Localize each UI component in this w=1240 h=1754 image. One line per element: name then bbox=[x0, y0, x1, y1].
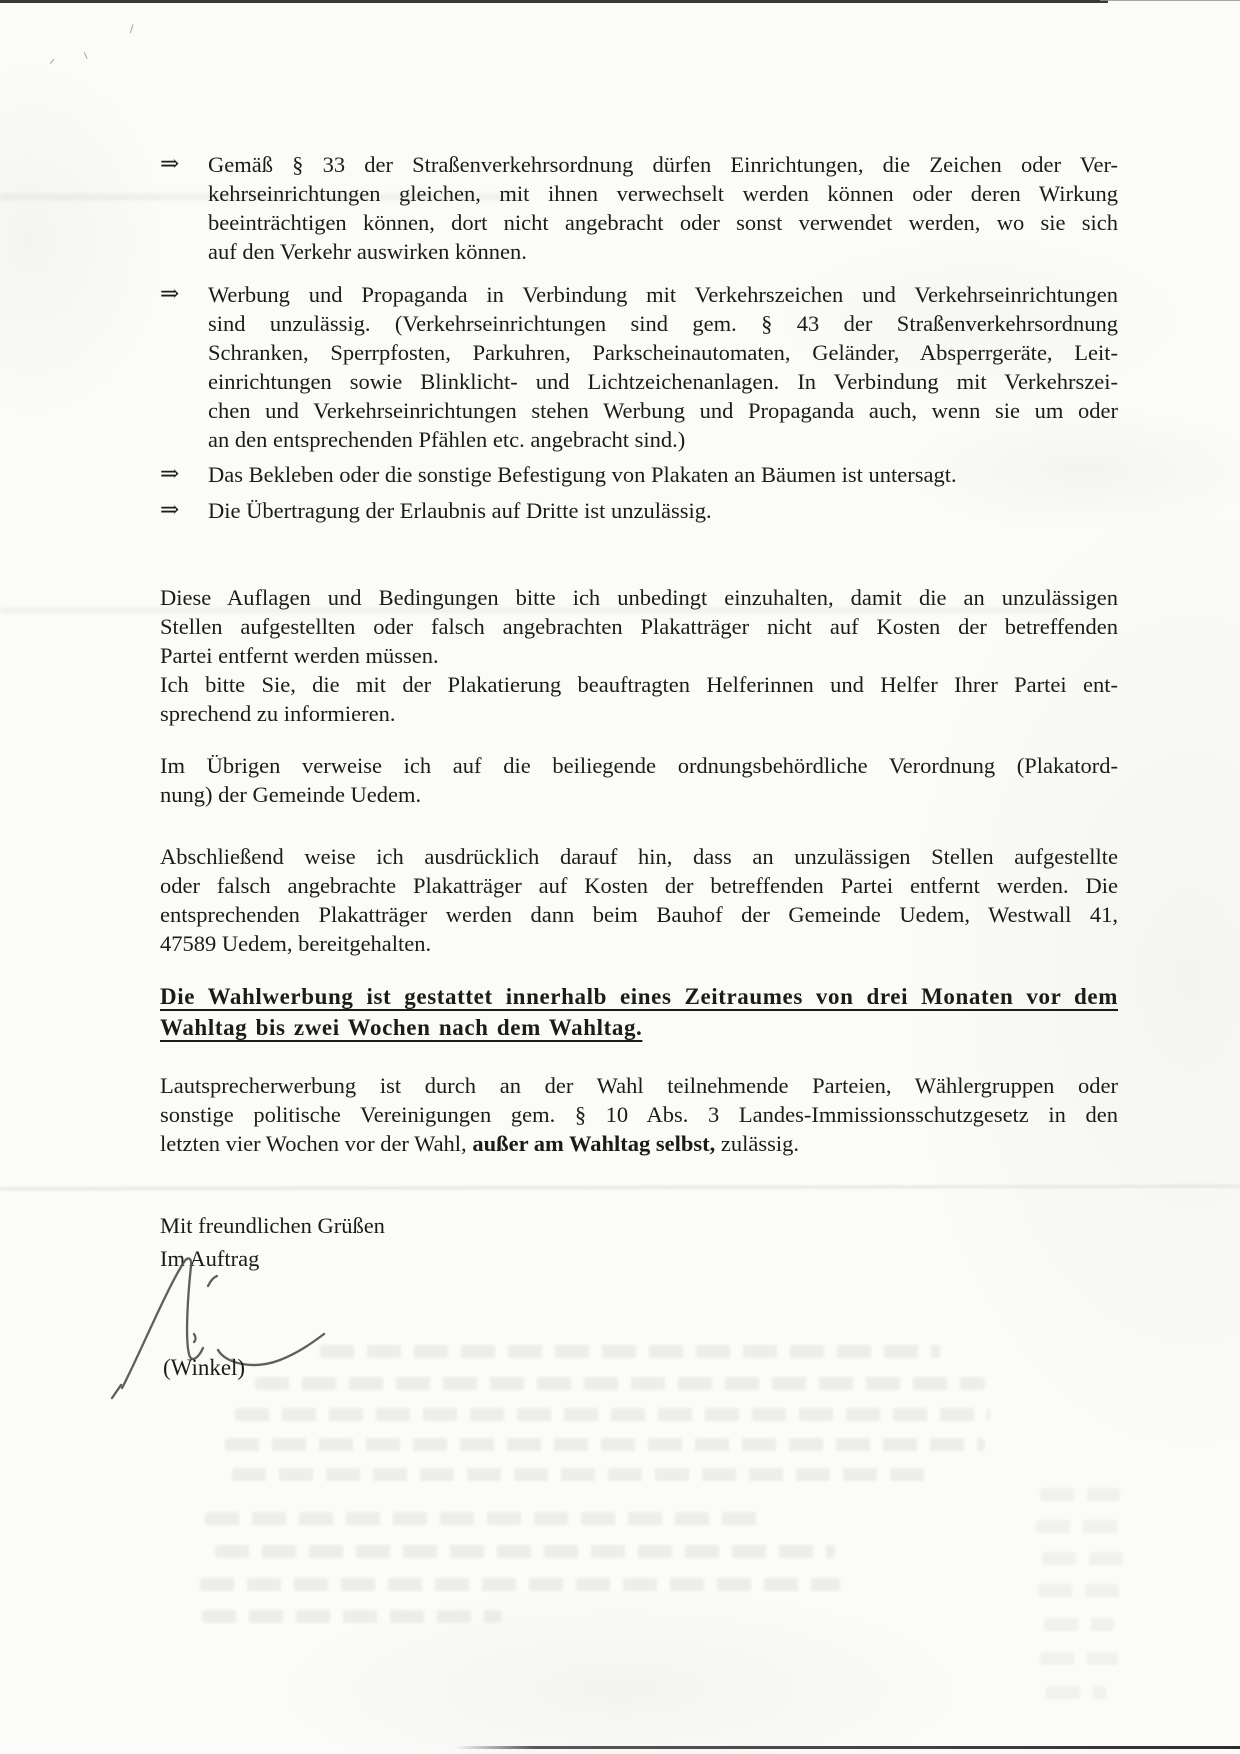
list-item-text: Werbung und Propaganda in Verbindung mit Verkehrszeichen und Verkehrseinrichtungen sind unzulässig. (Verkehrseinrichtungen sind gem. § 43 der Straßenverkehrsordnung Schranken, Sperrpfosten, Parkuhren, Parkscheinautomaten, Geländer, Absperrgeräte, Leit- einrichtungen sowie Blinklicht- und Lichtzeichenanlagen. In Verbindung mit Verkehrszei- chen und Verkehrseinrichtungen stehen Werbung und Propaganda auch, wenn sie um oder an den entsprechenden Pfählen etc. angebracht sind.) bbox=[208, 282, 1118, 452]
bleed-through-line bbox=[1046, 1686, 1106, 1699]
bleed-through-line bbox=[205, 1512, 765, 1525]
scan-edge-top bbox=[0, 0, 1108, 3]
bleed-through-line bbox=[1036, 1520, 1126, 1533]
closing-salutation: Mit freundlichen Grüßen bbox=[160, 1213, 385, 1238]
paragraph-plakatordnung: Im Übrigen verweise ich auf die beiliegende ordnungsbehördliche Verordnung (Plakatord- nung) der Gemeinde Uedem. bbox=[160, 753, 1118, 807]
list-item-bekleben bbox=[160, 460, 1118, 489]
scan-speck bbox=[50, 59, 58, 67]
bleed-through-line bbox=[215, 1545, 835, 1558]
signature-stroke-tick bbox=[208, 1276, 217, 1286]
conditions-list bbox=[160, 150, 1118, 525]
list-item-text: Die Übertragung der Erlaubnis auf Dritte ist unzulässig. bbox=[208, 498, 712, 523]
list-item-stvo-33 bbox=[160, 150, 1118, 266]
double-arrow-marker: ⇒ bbox=[160, 151, 180, 176]
bleed-through-line bbox=[200, 1578, 840, 1591]
paragraph-auflagen: Diese Auflagen und Bedingungen bitte ich unbedingt einzuhalten, damit die an unzulässigen Stellen aufgestellten oder falsch angebrachten Plakatträger nicht auf Kosten der betreffenden Partei entfernt werden müssen. Ich bitte Sie, die mit der Plakatierung beauftragten Helferinnen und Helfer Ihrer Partei ent- sprechend zu informieren. bbox=[160, 585, 1118, 726]
signature-stroke-comma bbox=[194, 1334, 196, 1342]
signature-stroke-flick bbox=[112, 1385, 121, 1398]
bleed-through-line bbox=[232, 1468, 932, 1481]
bleed-through-line bbox=[202, 1610, 502, 1623]
bleed-through-line bbox=[320, 1345, 940, 1358]
paragraph-lautsprecherwerbung: Lautsprecherwerbung ist durch an der Wahl teilnehmende Parteien, Wählergruppen oder sonstige politische Vereinigungen gem. § 10 Abs. 3 Landes-Immissionsschutzgesetz in den letzten vier Wochen vor der Wahl, außer am Wahltag selbst, zulässig. bbox=[160, 1073, 1118, 1156]
double-arrow-marker: ⇒ bbox=[160, 497, 180, 522]
bleed-through-line bbox=[1044, 1618, 1114, 1631]
bleed-through-line bbox=[1040, 1488, 1120, 1501]
heading-wahlwerbung-zeitraum: Die Wahlwerbung ist gestattet innerhalb eines Zeitraumes von drei Monaten vor dem Wahltag bis zwei Wochen nach dem Wahltag. bbox=[160, 984, 1118, 1040]
paragraph-abschliessend: Abschließend weise ich ausdrücklich darauf hin, dass an unzulässigen Stellen aufgestellte oder falsch angebrachte Plakatträger auf Kosten der betreffenden Partei entfernt werden. Die entsprechenden Plakatträger werden dann beim Bauhof der Gemeinde Uedem, Westwall 41, 47589 Uedem, bereitgehalten. bbox=[160, 844, 1118, 956]
scan-edge-top-thin bbox=[1100, 0, 1240, 1]
list-item-text: Gemäß § 33 der Straßenverkehrsordnung dürfen Einrichtungen, die Zeichen oder Ver- kehrseinrichtungen gleichen, mit ihnen verwechselt werden können oder deren Wirkung beeinträchtigen können, dort nicht angebracht oder sonst verwendet werden, wo sie sich auf den Verkehr auswirken können. bbox=[208, 152, 1118, 264]
bleed-through-line bbox=[1038, 1584, 1126, 1597]
paper-fold-line bbox=[0, 1185, 1240, 1191]
list-item-uebertragung bbox=[160, 496, 1118, 525]
scan-speck bbox=[130, 24, 138, 34]
scan-speck bbox=[84, 50, 92, 59]
signer-name: (Winkel) bbox=[163, 1355, 246, 1380]
bleed-through-line bbox=[1040, 1652, 1118, 1665]
bleed-through-line bbox=[235, 1408, 990, 1421]
bleed-through-line bbox=[255, 1377, 985, 1390]
double-arrow-marker: ⇒ bbox=[160, 461, 180, 486]
list-item-text: Das Bekleben oder die sonstige Befestigung von Plakaten an Bäumen ist untersagt. bbox=[208, 462, 957, 487]
scan-edge-bottom bbox=[455, 1746, 1240, 1749]
bleed-through-line bbox=[225, 1438, 985, 1451]
closing-im-auftrag: Im Auftrag bbox=[160, 1246, 260, 1271]
double-arrow-marker: ⇒ bbox=[160, 281, 180, 306]
bleed-through-line bbox=[1042, 1552, 1127, 1565]
list-item-werbung-propaganda bbox=[160, 280, 1118, 454]
